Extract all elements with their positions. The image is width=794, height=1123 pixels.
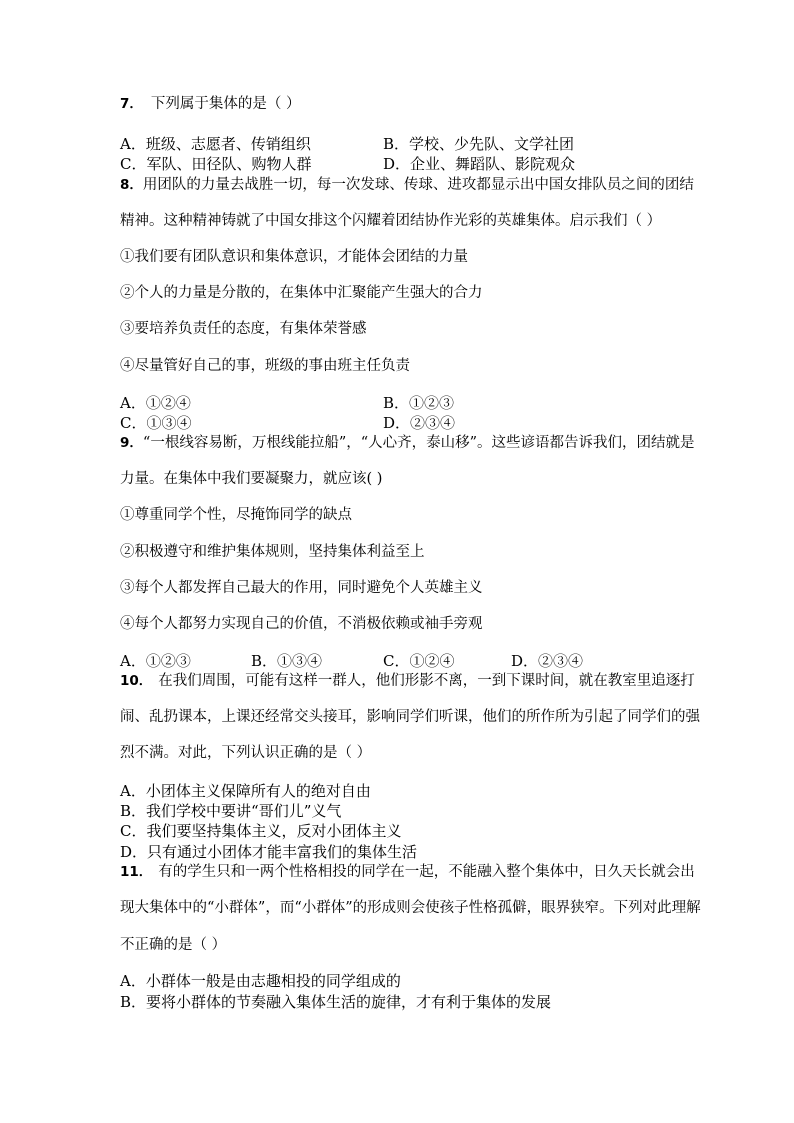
q9-option-c: C．①②④ — [383, 652, 455, 670]
q11-stem-line3: 不正确的是（ ） — [120, 937, 227, 953]
q11-option-a: A．小群体一般是由志趣相投的同学组成的 — [120, 972, 401, 990]
q8-stem-line1 — [120, 175, 694, 195]
q9-statement-4: ④每个人都努力实现自己的价值，不消极依赖或袖手旁观 — [120, 616, 483, 632]
q10-stem-line2: 闹、乱扔课本，上课还经常交头接耳，影响同学们听课，他们的所作所为引起了同学们的强 — [120, 709, 700, 725]
q7-option-b: B．学校、少先队、文学社团 — [383, 135, 575, 153]
q9-option-a: A．①②③ — [120, 652, 191, 670]
q11-stem-line2: 现大集体中的“小群体”，而“小群体”的形成则会使孩子性格孤僻，眼界狭窄。下列对此理解 — [120, 900, 701, 916]
q10-number: 10． — [120, 673, 153, 689]
q9-option-d: D．②③④ — [511, 652, 584, 670]
q11-stem-text-1: 有的学生只和一两个性格相投的同学在一起，不能融入整个集体中，日久天长就会出 — [158, 864, 695, 880]
q7-stem-text: 下列属于集体的是（ ） — [150, 96, 301, 112]
q7-option-a: A．班级、志愿者、传销组织 — [120, 135, 311, 153]
q8-statement-3: ③要培养负责任的态度，有集体荣誉感 — [120, 321, 367, 337]
q11-option-b: B．要将小群体的节奏融入集体生活的旋律，才有利于集体的发展 — [120, 993, 552, 1011]
q8-number: 8． — [120, 177, 143, 193]
q8-stem-text-1: 用团队的力量去战胜一切，每一次发球、传球、进攻都显示出中国女排队员之间的团结 — [142, 177, 694, 193]
q10-option-d: D．只有通过小团体才能丰富我们的集体生活 — [120, 843, 418, 861]
q10-option-c: C．我们要坚持集体主义，反对小团体主义 — [120, 822, 402, 840]
q10-option-a: A．小团体主义保障所有人的绝对自由 — [120, 782, 371, 800]
q8-statement-1: ①我们要有团队意识和集体意识，才能体会团结的力量 — [120, 249, 468, 265]
q8-stem-line2: 精神。这种精神铸就了中国女排这个闪耀着团结协作光彩的英雄集体。启示我们（ ） — [120, 213, 662, 229]
q9-number: 9． — [120, 435, 143, 451]
q7-number: 7． — [120, 96, 143, 112]
q8-statement-4: ④尽量管好自己的事，班级的事由班主任负责 — [120, 358, 410, 374]
q9-stem-line2: 力量。在集体中我们要凝聚力，就应该( ) — [120, 471, 383, 487]
q9-statement-1: ①尊重同学个性，尽掩饰同学的缺点 — [120, 507, 352, 523]
q9-statement-3: ③每个人都发挥自己最大的作用，同时避免个人英雄主义 — [120, 580, 483, 596]
q10-stem-text-1: 在我们周围，可能有这样一群人，他们形影不离，一到下课时间，就在教室里追逐打 — [158, 673, 695, 689]
q9-stem-text-1: “一根线容易断，万根线能拉船”，“人心齐，泰山移”。这些谚语都告诉我们，团结就是 — [142, 435, 695, 451]
q11-stem-line1 — [120, 862, 695, 882]
q9-option-b: B．①③④ — [251, 652, 323, 670]
q8-option-b: B．①②③ — [383, 394, 455, 412]
q11-number: 11． — [120, 864, 153, 880]
q8-option-d: D．②③④ — [383, 414, 456, 432]
q8-option-c: C．①③④ — [120, 414, 192, 432]
q9-statement-2: ②积极遵守和维护集体规则，坚持集体利益至上 — [120, 544, 425, 560]
q10-stem-line3: 烈不满。对此，下列认识正确的是（ ） — [120, 745, 372, 761]
q9-stem-line1 — [120, 433, 695, 453]
q7-stem — [120, 94, 301, 114]
q7-option-c: C．军队、田径队、购物人群 — [120, 155, 312, 173]
q7-option-d: D．企业、舞蹈队、影院观众 — [383, 155, 576, 173]
q10-option-b: B．我们学校中要讲“哥们儿”义气 — [120, 802, 342, 820]
q10-stem-line1 — [120, 671, 695, 691]
q8-statement-2: ②个人的力量是分散的，在集体中汇聚能产生强大的合力 — [120, 285, 483, 301]
q8-option-a: A．①②④ — [120, 394, 191, 412]
